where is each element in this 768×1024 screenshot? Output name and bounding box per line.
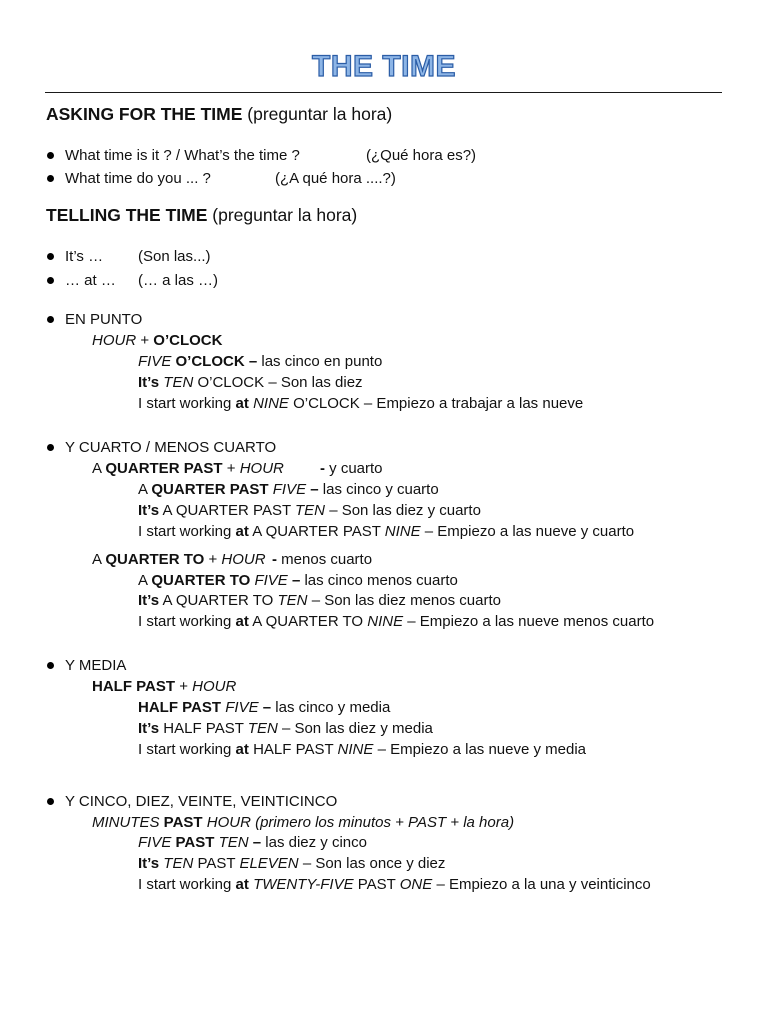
example-part: ELEVEN: [239, 855, 299, 872]
page-title: THE TIME: [312, 50, 456, 83]
bullet-phrase: What time do you ... ?: [65, 170, 211, 187]
example-part: A: [138, 572, 148, 589]
example-part: A QUARTER TO: [162, 592, 274, 609]
pattern-formula: [92, 812, 514, 833]
example-part: FIVE: [138, 353, 172, 370]
example-line: [138, 739, 586, 760]
formula-part: +: [226, 460, 236, 477]
example-part: at: [235, 741, 249, 758]
topic-item: [65, 791, 337, 812]
pattern-formula: [92, 458, 383, 479]
bullet-item: [65, 168, 396, 189]
formula-part: +: [208, 551, 218, 568]
example-part: I start working: [138, 395, 232, 412]
example-part: las cinco y cuarto: [322, 481, 439, 498]
example-part: at: [235, 395, 249, 412]
example-part: FIVE: [225, 699, 259, 716]
example-part: las cinco en punto: [261, 353, 383, 370]
meaning-part: menos cuarto: [281, 551, 373, 568]
example-part: TEN: [247, 720, 278, 737]
pattern-formula: [92, 549, 373, 570]
bullet-icon: [47, 277, 54, 284]
example-part: QUARTER TO: [151, 572, 251, 589]
example-part: at: [235, 613, 249, 630]
example-part: NINE: [253, 395, 289, 412]
example-part: A QUARTER PAST: [162, 502, 291, 519]
formula-part: HOUR: [221, 551, 266, 568]
example-part: – Son las once y diez: [302, 855, 446, 872]
heading-note: (preguntar la hora): [212, 205, 358, 225]
pattern-meaning: [320, 458, 383, 479]
example-part: I start working: [138, 613, 232, 630]
example-part: FIVE: [138, 834, 172, 851]
example-part: FIVE: [272, 481, 307, 498]
example-part: It’s: [138, 592, 160, 609]
example-line: [138, 372, 363, 393]
example-part: I start working: [138, 876, 232, 893]
bullet-translation: (Son las...): [138, 248, 211, 265]
example-part: TEN: [163, 855, 194, 872]
example-part: O’CLOCK – Empiezo a trabajar a las nueve: [293, 395, 584, 412]
formula-part: MINUTES: [92, 814, 160, 831]
example-part: – Son las diez y media: [281, 720, 433, 737]
example-part: at: [235, 876, 249, 893]
example-part: TEN: [277, 592, 308, 609]
example-line: [138, 351, 382, 372]
bullet-icon: [47, 152, 54, 159]
example-part: las cinco menos cuarto: [304, 572, 458, 589]
example-line: [138, 521, 634, 542]
example-part: – Son las diez menos cuarto: [311, 592, 501, 609]
example-part: HALF PAST: [253, 741, 334, 758]
example-part: TEN: [163, 374, 194, 391]
example-part: TWENTY-FIVE: [253, 876, 354, 893]
example-part: TEN: [218, 834, 249, 851]
pattern-formula: [92, 676, 236, 697]
example-line: [138, 832, 367, 853]
topic-item: [65, 437, 276, 458]
bullet-icon: [47, 175, 54, 182]
example-part: at: [235, 523, 249, 540]
formula-part: PAST: [163, 814, 203, 831]
example-part: A QUARTER TO: [252, 613, 364, 630]
example-line: [138, 590, 501, 611]
section-heading-telling: [46, 203, 357, 227]
bullet-translation: (¿Qué hora es?): [366, 147, 477, 164]
example-part: – Empiezo a las nueve y cuarto: [424, 523, 635, 540]
title-underline: [45, 92, 722, 93]
section-heading-asking: [46, 102, 392, 126]
example-part: ONE: [399, 876, 433, 893]
example-line: [138, 570, 458, 591]
example-part: I start working: [138, 523, 232, 540]
topic-label: Y CUARTO / MENOS CUARTO: [65, 439, 277, 456]
example-part: –: [252, 834, 262, 851]
pattern-formula: [92, 330, 222, 351]
formula-part: HOUR: [239, 460, 284, 477]
example-part: TEN: [295, 502, 326, 519]
bullet-icon: [47, 444, 54, 451]
formula-part: A: [92, 551, 102, 568]
example-line: [138, 611, 654, 632]
example-part: NINE: [384, 523, 421, 540]
topic-label: EN PUNTO: [65, 311, 143, 328]
pattern-meaning: [272, 549, 372, 570]
topic-item: [65, 309, 142, 330]
example-part: – Empiezo a la una y veinticinco: [436, 876, 651, 893]
meaning-part: -: [272, 551, 277, 568]
formula-part: HOUR: [192, 678, 237, 695]
example-part: las cinco y media: [275, 699, 391, 716]
meaning-part: y cuarto: [329, 460, 383, 477]
example-part: HALF PAST: [163, 720, 244, 737]
example-line: [138, 718, 433, 739]
example-line: [138, 853, 445, 874]
bullet-icon: [47, 662, 54, 669]
topic-item: [65, 655, 126, 676]
example-part: las diez y cinco: [265, 834, 367, 851]
bullet-icon: [47, 253, 54, 260]
bullet-icon: [47, 798, 54, 805]
example-part: PAST: [175, 834, 215, 851]
example-line: [138, 393, 583, 414]
heading-text: TELLING THE TIME: [46, 205, 208, 225]
example-part: NINE: [367, 613, 404, 630]
bullet-phrase: … at …: [65, 272, 116, 289]
example-part: – Empiezo a las nueve y media: [377, 741, 587, 758]
example-part: I start working: [138, 741, 232, 758]
example-line: [138, 500, 481, 521]
formula-part: +: [140, 332, 150, 349]
example-part: PAST: [197, 855, 236, 872]
example-line: [138, 874, 651, 895]
bullet-translation: (… a las …): [138, 272, 219, 289]
example-part: It’s: [138, 720, 160, 737]
formula-part: A: [92, 460, 102, 477]
example-part: NINE: [337, 741, 374, 758]
topic-label: Y MEDIA: [65, 657, 127, 674]
example-part: –: [310, 481, 319, 498]
formula-part: +: [179, 678, 188, 695]
example-part: HALF PAST: [138, 699, 222, 716]
example-part: O’CLOCK –: [175, 353, 258, 370]
example-part: A: [138, 481, 148, 498]
bullet-phrase: What time is it ? / What’s the time ?: [65, 147, 300, 164]
bullet-phrase: It’s …: [65, 248, 104, 265]
formula-part: QUARTER TO: [105, 551, 205, 568]
bullet-item: [65, 246, 211, 267]
example-part: It’s: [138, 374, 160, 391]
example-part: A QUARTER PAST: [252, 523, 381, 540]
bullet-icon: [47, 316, 54, 323]
example-part: – Son las diez y cuarto: [329, 502, 481, 519]
formula-part: QUARTER PAST: [105, 460, 223, 477]
example-part: FIVE: [254, 572, 288, 589]
topic-label: Y CINCO, DIEZ, VEINTE, VEINTICINCO: [65, 793, 338, 810]
formula-part: HALF PAST: [92, 678, 176, 695]
example-part: PAST: [357, 876, 396, 893]
example-part: QUARTER PAST: [151, 481, 269, 498]
example-part: – Empiezo a las nueve menos cuarto: [407, 613, 655, 630]
example-line: [138, 479, 439, 500]
bullet-translation: (¿A qué hora ....?): [275, 170, 396, 187]
example-part: –: [262, 699, 272, 716]
example-line: [138, 697, 390, 718]
example-part: –: [291, 572, 301, 589]
bullet-item: [65, 145, 477, 166]
formula-part: O’CLOCK: [153, 332, 223, 349]
meaning-part: -: [320, 460, 325, 477]
heading-note: (preguntar la hora): [247, 104, 393, 124]
formula-part: HOUR (primero los minutos + PAST + la hora): [206, 814, 515, 831]
formula-part: HOUR: [92, 332, 137, 349]
example-part: It’s: [138, 855, 160, 872]
bullet-item: [65, 270, 219, 291]
heading-text: ASKING FOR THE TIME: [46, 104, 243, 124]
example-part: It’s: [138, 502, 160, 519]
example-part: O’CLOCK – Son las diez: [197, 374, 363, 391]
